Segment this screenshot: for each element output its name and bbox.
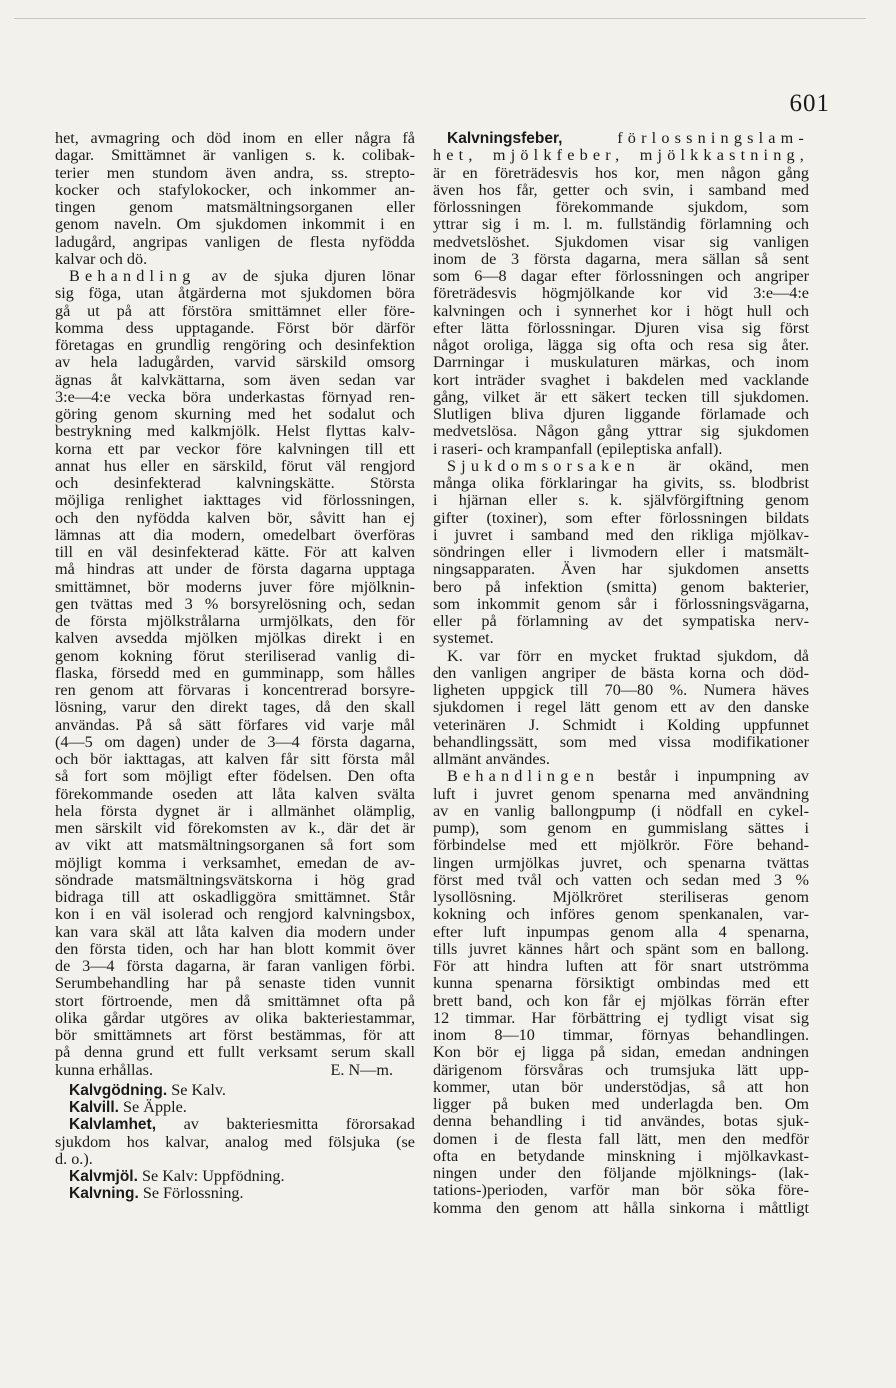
definition-start: av bakteriesmitta förorsakad [183, 1115, 415, 1134]
text-line: inom 8—10 timmar, förnyas behandlingen. [433, 1026, 809, 1044]
text-line [433, 458, 809, 475]
text-line: användas. På så sätt förfares vid varje mål [55, 715, 415, 734]
text-line: genom naveln. Om sjukdomen inkommit i en [55, 215, 415, 234]
spaced-lead-word: Sjukdomsorsaken [447, 456, 640, 475]
text-line: förekommande oseden att låta kalven svälta [55, 784, 415, 803]
text-line: hela första dygnet är i allmänhet olämplig, [55, 801, 415, 820]
text-line: (4—5 om dagen) under de 3—4 första dagarna, [55, 732, 415, 751]
text-line: korna ett par veckor före kalvningen till ett [55, 439, 415, 458]
text-line: ligger på buken med underlagda ben. Om [433, 1095, 809, 1113]
headword: Kalvgödning. [69, 1081, 168, 1099]
synonym-spaced: förlossningslam- [617, 129, 809, 147]
text-line: Slutligen bliva djuren liggande förlamade och [433, 405, 809, 423]
paragraph-sjukdomsorsaken [433, 458, 809, 648]
text-line: många olika förklaringar ha givits, ss. blodbrist [433, 474, 809, 492]
text-line: den första tiden, och har han blott kommit över [55, 939, 415, 958]
text-line: kalvningen och i synnerhet kor i högt hull och [433, 301, 809, 320]
text-line [55, 1099, 415, 1116]
text-line: den vanligen angriper de bästa korna och död- [433, 663, 809, 682]
text-line: förlossningen förekommande sjukdom, som [433, 198, 809, 216]
text-line: stort förtroende, men då smittämnet ofta på [55, 991, 415, 1010]
text-line: må hindras att under de första dagarna upptaga [55, 560, 415, 579]
cross-reference: Se Förlossning. [142, 1184, 244, 1203]
text-line: komma dess upptagande. Först bör därför [55, 318, 415, 337]
entry-kalvning [55, 1185, 415, 1202]
text-line: i juvret i samband med den rikliga mjölkav- [433, 525, 809, 544]
text-line: luft i juvret genom spenarna med användning [433, 784, 809, 803]
text-line: som 6—8 dagar efter förlossningen och angriper [433, 267, 809, 285]
text-line: dagar. Smittämnet är vanligen s. k. colibak- [55, 146, 415, 165]
text-line: yttrar sig i m. l. m. fullständig förlamning och [433, 215, 809, 234]
text-line: av hela ladugården, varvid särskild omsorg [55, 353, 415, 372]
text-line: ren genom att förvaras i koncentrerad borsyre- [55, 681, 415, 699]
text-line: medvetslösa. Någon gång yttrar sig sjukdomen [433, 422, 809, 441]
text-line: gifter (toxiner), som efter förlossningen bildats [433, 508, 809, 527]
text-line: Kon bör ej ligga på sidan, emedan andningen [433, 1043, 809, 1062]
cross-reference: Se Kalv: Uppfödning. [141, 1167, 285, 1185]
text-line: K. var förr en mycket fruktad sjukdom, då [447, 646, 809, 665]
text-line: något oroliga, lägga sig ofta och resa sig åter. [433, 336, 809, 354]
text-line: även hos får, getter och svin, i samband med [433, 180, 809, 199]
text-line: så fort som möjligt efter födelsen. Den ofta [55, 767, 415, 786]
text-line [55, 1185, 415, 1202]
text-line: till en väl desinfekterad kätte. För att kalven [55, 543, 415, 561]
text-line: behandlingssätt, som med vissa modifikationer [433, 732, 809, 751]
top-rule [14, 18, 866, 19]
text-line [433, 130, 809, 147]
text-line: kokning och införes genom spenkanalen, var- [433, 905, 809, 924]
text-line: av vikt att matsmältningsorganen så fort som [55, 836, 415, 855]
text-line: systemet. [433, 629, 494, 648]
text-line: i raseri- och krampanfall (epileptiska anfall). [433, 439, 723, 458]
right-column [433, 130, 809, 1217]
lead-line-rest: av de sjuka djuren lönar [211, 267, 416, 285]
text-line: ningen under den följande mjölknings- (lak- [433, 1164, 809, 1182]
headword: Kalvmjöl. [69, 1168, 138, 1185]
text-line: veterinären J. Schmidt i Kolding uppfunnet [433, 715, 809, 734]
author-signature: E. N—m. [330, 1060, 393, 1079]
text-line: lösning, varur den direkt tages, då den skall [55, 698, 415, 717]
text-line: terier men stundom även andra, ss. strepto- [55, 163, 415, 182]
text-line: kommer, utan bör understödjas, så att hon [433, 1077, 809, 1096]
text-line: lingen urmjölkas juvret, och spenarna tvättas [433, 853, 809, 872]
text-line [55, 1062, 415, 1079]
entry-kalvmjol [55, 1168, 415, 1185]
text-line: och bör iakttagas, att kalven får sitt första mål [55, 750, 415, 768]
text-line: gen tvättas med 3 % borsyrelösning och, sedan [55, 594, 415, 613]
paragraph [55, 130, 415, 268]
text-line: lysollösning. Mjölkröret steriliseras genom [433, 888, 809, 906]
lead-line-rest: är okänd, men [668, 456, 809, 475]
text-line: sjukdomen i regel lätt genom ett av den danske [433, 698, 809, 717]
entry-kalvlamhet [55, 1116, 415, 1168]
text-line: som inkommit genom sår i förlossningsvägarna, [433, 594, 809, 613]
headword: Kalvningsfeber, [447, 130, 563, 147]
text-line [55, 1116, 415, 1133]
text-line: de 3—4 första dagarna, är faran vanligen förbi. [55, 957, 415, 975]
paragraph-history [433, 648, 809, 769]
text-line: 12 timmar. Har förbättring ej tydligt visat sig [433, 1008, 809, 1027]
cross-reference: Se Äpple. [123, 1098, 187, 1116]
text-line: ägnas åt kalvkättarna, som även sedan var [55, 370, 415, 389]
text-line: möjliga renlighet iakttages vid förlossningen, [55, 491, 415, 510]
text-line [433, 768, 809, 785]
text-line: het, avmagring och död inom en eller några få [55, 129, 415, 147]
text-line: pump), som genom en gummislang sättes i [433, 819, 809, 837]
text-line: ligheten uppgick till 70—80 %. Numera häves [433, 681, 809, 699]
text-line: lämnas att dia modern, omedelbart överföras [55, 525, 415, 544]
entry-kalvgodning [55, 1082, 415, 1099]
text-line: smittämnet, bör moderns juver före mjölknin- [55, 577, 415, 596]
text-line: Darrningar i muskulaturen märkas, och inom [433, 353, 809, 372]
text-line: och desinfekterad kalvningskätte. Största [55, 474, 415, 492]
text-line: annat hus eller en särskild, förut väl rengjord [55, 456, 415, 475]
text-line: på denna grund ett fullt verksamt serum skall [55, 1043, 415, 1062]
text-line: olika gårdar utgöres av olika bakteriestammar, [55, 1008, 415, 1027]
text-line: flaska, försedd med en gumminapp, som hålles [55, 663, 415, 682]
text-line: förbindelse med ett mjölkrör. Före behand- [433, 836, 809, 855]
spaced-lead-word: Behandling [69, 267, 196, 285]
text-line: efter lätta förlossningar. Djuren visa sig först [433, 318, 809, 337]
synonym-line: het, mjölkfeber, mjölkkastning, [433, 146, 809, 165]
text-line: företagas en grundlig rengöring och desinfektion [55, 336, 415, 354]
text-line: kocker och stafylokocker, och inkommer an- [55, 180, 415, 199]
paragraph-behandlingen [433, 768, 809, 1217]
text-line: 3:e—4:e vecka böra underkastas förnyad ren- [55, 387, 415, 406]
text-line: brett band, och kon får ej mjölkas förrän efter [433, 991, 809, 1010]
text-line: först med tvål och vatten och sedan med 3 % [433, 870, 809, 889]
cross-reference: Se Kalv. [171, 1080, 226, 1099]
text-line: bero på infektion (smitta) genom bakterier, [433, 577, 809, 596]
headword: Kalvning. [69, 1185, 139, 1203]
text-line: tills juvret kännes hårt och spänt som en ballong. [433, 939, 809, 958]
text-line: därigenom försvåras och trumsjuka lätt upp- [433, 1060, 809, 1079]
text-line: ningsapparaten. Även har sjukdomen ansetts [433, 560, 809, 579]
text-line: kon i en väl isolerad och rengjord kalvningsbox, [55, 905, 415, 924]
entry-kalvningsfeber [433, 130, 809, 458]
text-line [55, 1082, 415, 1099]
text-line: genom kokning förut steriliserad vanlig di- [55, 646, 415, 665]
text-line: d. o.). [55, 1149, 93, 1168]
text-line: ladugård, angripas vanligen de flesta nyfödda [55, 232, 415, 251]
text-line: möjligt komma i verksamhet, emedan de av- [55, 853, 415, 872]
left-column [55, 130, 415, 1203]
entry-kalvill [55, 1099, 415, 1116]
text-line: men särskilt vid förekomsten av k., där det är [55, 819, 415, 837]
text-line: efter luft inpumpas genom alla 4 spenarna, [433, 922, 809, 941]
text-line: Serumbehandling har på senaste tiden vunnit [55, 974, 415, 993]
text-line: domen i de flesta fall lätt, men den medför [433, 1129, 809, 1148]
text-line: i hjärnan eller s. k. självförgiftning genom [433, 491, 809, 510]
text-line: är en företrädesvis hos kor, men någon gång [433, 163, 809, 182]
text-line [55, 1168, 415, 1185]
text-line: komma den genom att hålla sinkorna i måttligt [433, 1198, 809, 1217]
text-line: allmänt användes. [433, 750, 550, 768]
text-line: de första mjölkstrålarna urmjölkats, den för [55, 612, 415, 630]
paragraph-behandling [55, 268, 415, 1079]
text-line: medvetslöshet. Sjukdomen visar sig vanligen [433, 232, 809, 251]
page-number: 601 [789, 90, 830, 117]
closing-text: kunna erhållas. [55, 1060, 153, 1079]
text-line: företrädesvis högmjölkande kor vid 3:e—4:e [433, 284, 809, 303]
text-line: söndringen eller i livmodern eller i matsmält- [433, 543, 809, 561]
text-line: kunna spenarna försiktigt ombindas med ett [433, 974, 809, 993]
text-line: sig föga, utan åtgärderna mot sjukdomen böra [55, 284, 415, 303]
text-line: denna behandling i tid användes, botas sjuk- [433, 1112, 809, 1131]
text-line: kalven avsedda mjölken mjölkas direkt i en [55, 629, 415, 648]
lead-line-rest: består i inpumpning av [617, 767, 810, 786]
spaced-lead-word: Behandlingen [447, 767, 600, 786]
text-line: av en vanlig ballongpump (i nödfall en cykel- [433, 801, 809, 820]
headword: Kalvlamhet, [69, 1116, 157, 1134]
headword: Kalvill. [69, 1099, 119, 1116]
text-line: gå ut på att förstöra smittämnet eller före- [55, 301, 415, 320]
text-line: göring genom skurning med het sodalut och [55, 405, 415, 423]
text-line: gång, vilket är ett säkert tecken till sjukdomen. [433, 387, 809, 406]
text-line: ofta en betydande minskning i mjölkavkast- [433, 1146, 809, 1165]
text-line: bestrykning med kalkmjölk. Helst flyttas kalv- [55, 422, 415, 441]
text-line: För att hindra luften att för snart utströmma [433, 957, 809, 975]
text-line: kan vara skäl att låta kalven dia modern under [55, 922, 415, 941]
text-line [55, 268, 415, 285]
text-line: och den nyfödda kalven bör, såvitt han ej [55, 508, 415, 527]
text-line: eller på förlamning av det sympatiska nerv- [433, 612, 809, 630]
text-line: söndrade matsmältningsvätskorna i hög grad [55, 870, 415, 889]
text-line: bör smittämnets art först bestämmas, för att [55, 1026, 415, 1044]
text-line: inom de 3 första dagarna, mera sällan så sent [433, 249, 809, 268]
text-line: tingen genom matsmältningsorganen eller [55, 198, 415, 216]
text-line: tations-)perioden, varför man bör söka före- [433, 1181, 809, 1200]
text-line: kort inträder svaghet i bakdelen med vacklande [433, 370, 809, 389]
text-line: kalvar och dö. [55, 249, 148, 268]
text-line: sjukdom hos kalvar, analog med fölsjuka (se [55, 1132, 415, 1151]
text-line: bidraga till att oskadliggöra smittämnet. Står [55, 888, 415, 906]
